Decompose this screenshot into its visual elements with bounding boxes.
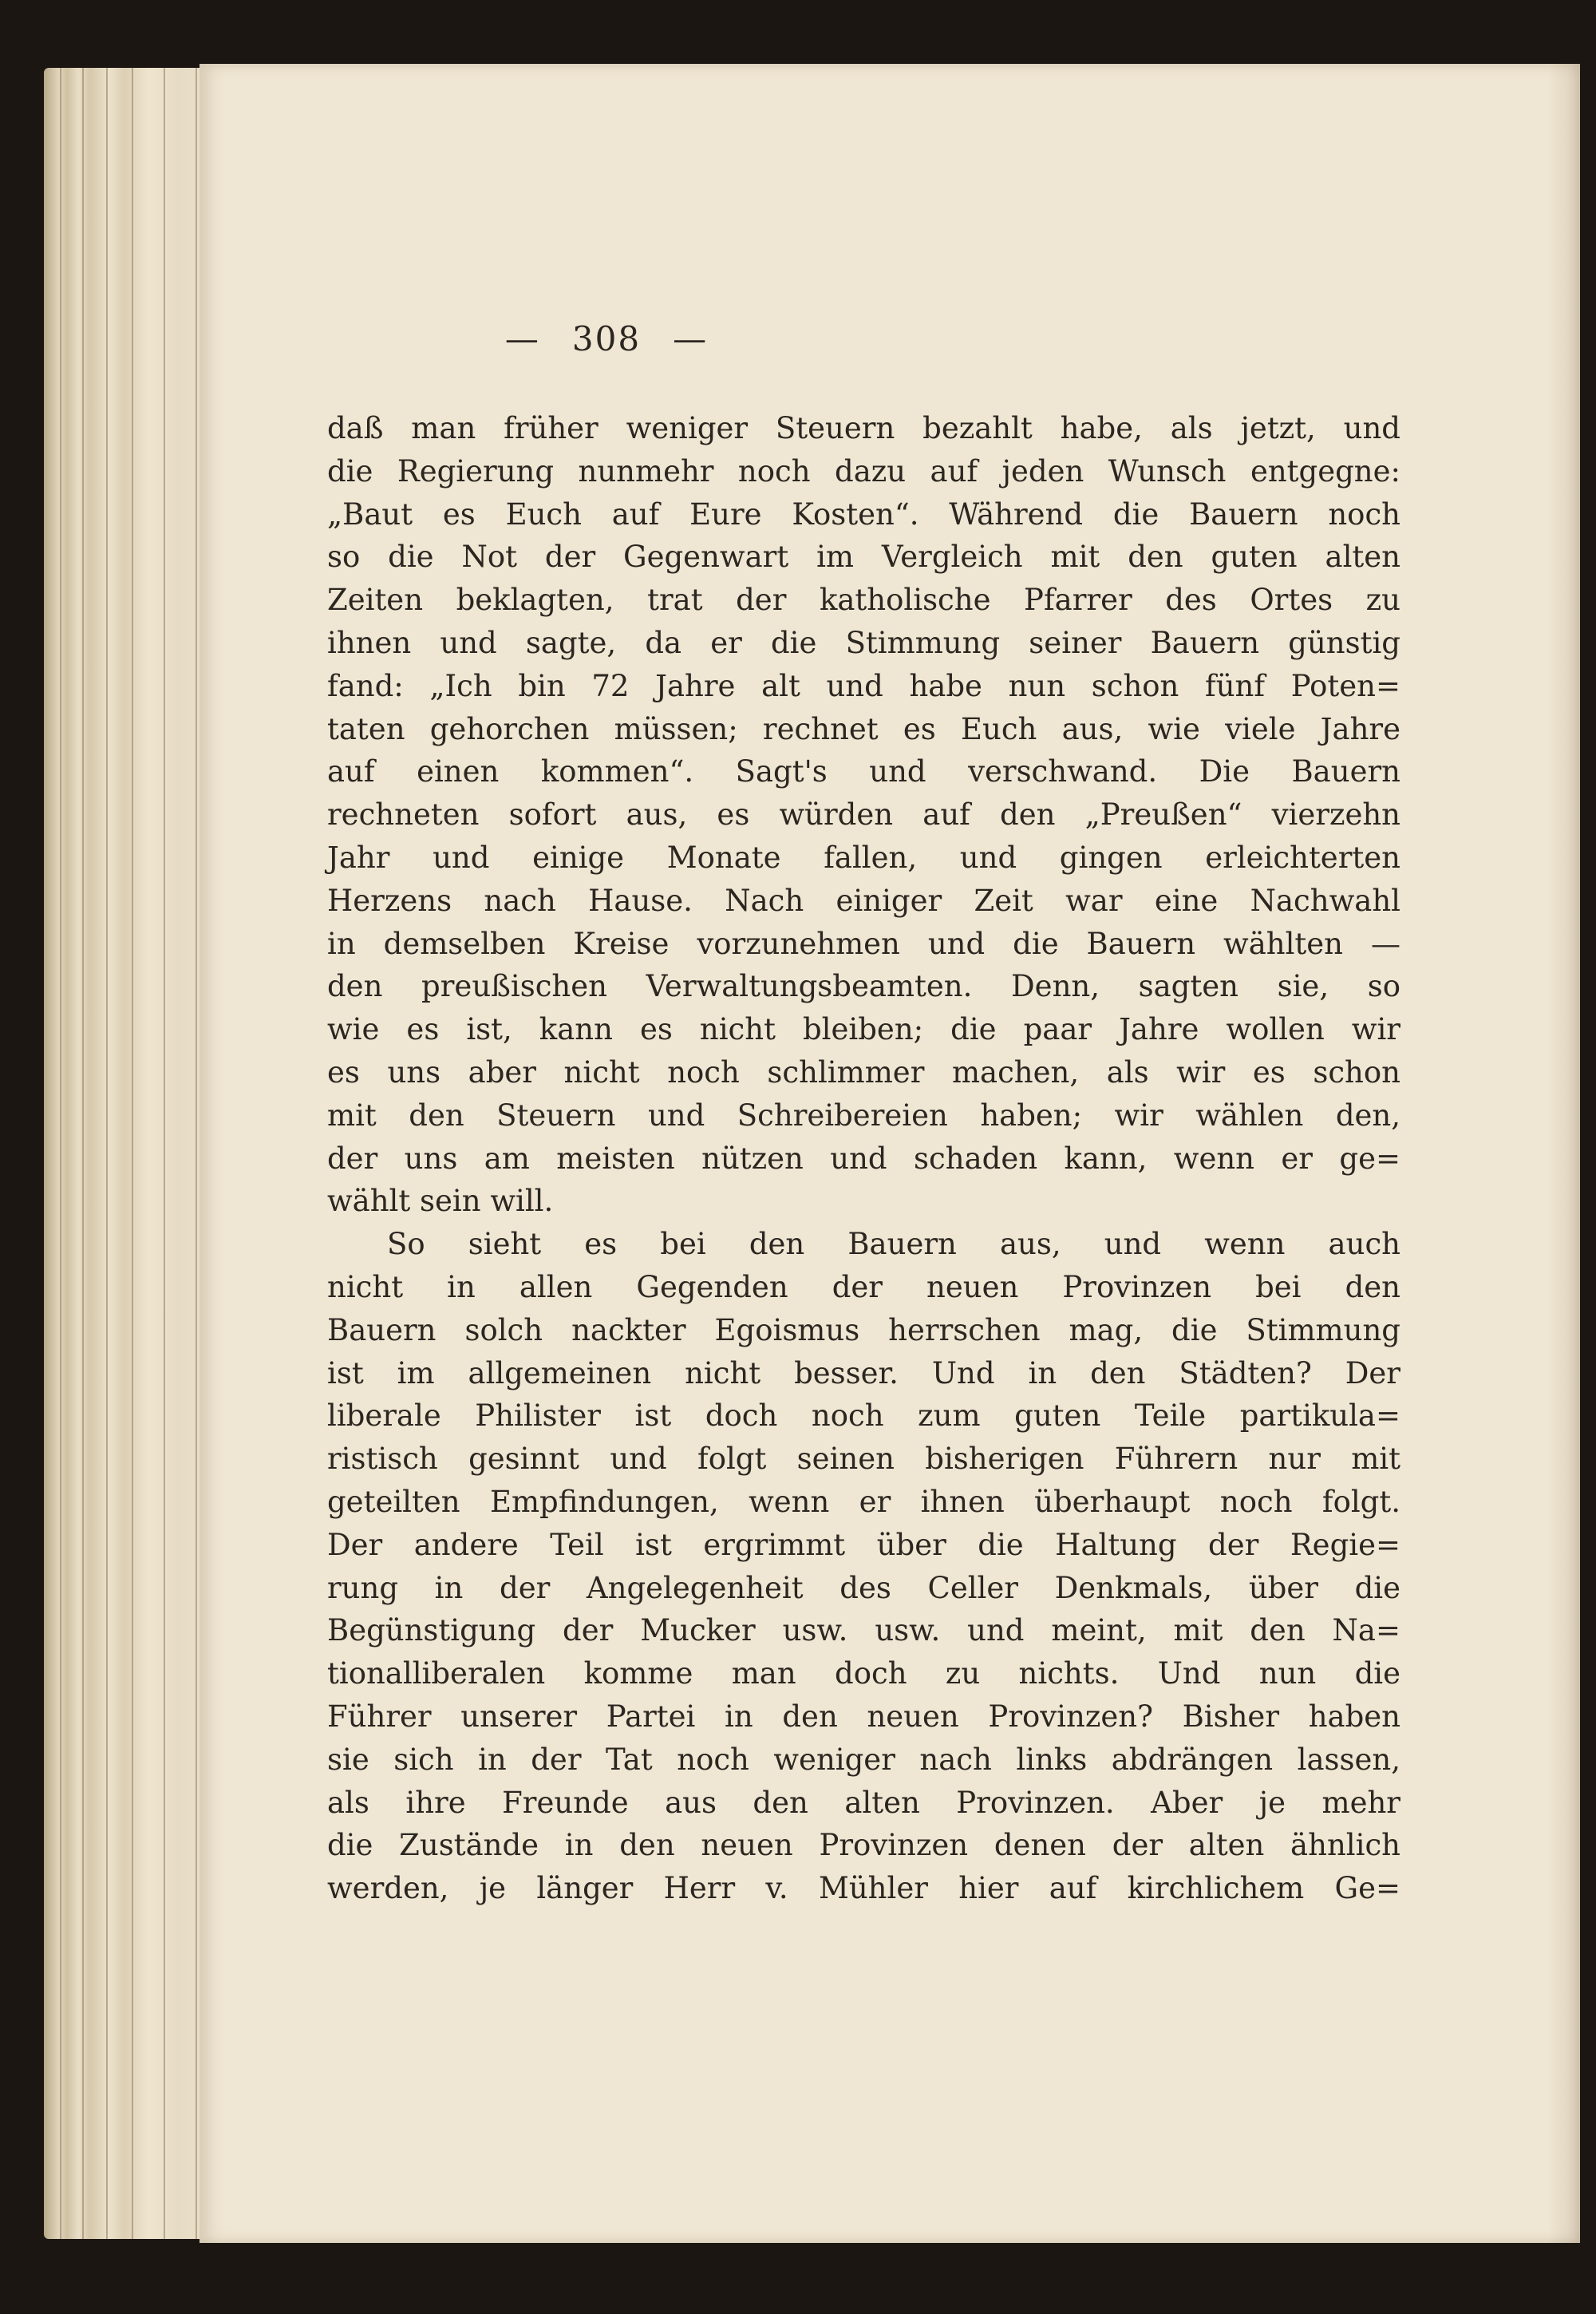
text-line: ihnen und sagte, da er die Stimmung seiner Bauern günstig [327,625,1400,660]
text-line: rung in der Angelegenheit des Celler Denkmals, über die [327,1570,1400,1605]
text-line: tionalliberalen komme man doch zu nichts. Und nun die [327,1656,1400,1691]
text-line: nicht in allen Gegenden der neuen Provinzen bei den [327,1269,1400,1304]
text-line: ist im allgemeinen nicht besser. Und in den Städten? Der [327,1355,1400,1390]
text-line: es uns aber nicht noch schlimmer machen, als wir es schon [327,1054,1400,1090]
page-number [0,319,1404,358]
text-line: Jahr und einige Monate fallen, und gingen erleichterten [327,840,1400,875]
text-line: sie sich in der Tat noch weniger nach links abdrängen lassen, [327,1742,1400,1777]
text-line: wie es ist, kann es nicht bleiben; die paar Jahre wollen wir [327,1012,1400,1047]
text-line: wählt sein will. [327,1184,554,1219]
text-line: rechneten sofort aus, es würden auf den „Preußen“ vierzehn [327,797,1400,833]
page-number-value: 308 [571,319,642,358]
text-line: Führer unserer Partei in den neuen Provinzen? Bisher haben [327,1699,1400,1734]
text-line: der uns am meisten nützen und schaden kann, wenn er ge= [327,1141,1400,1176]
text-line: werden, je länger Herr v. Mühler hier auf kirchlichem Ge= [327,1871,1400,1906]
text-line: Der andere Teil ist ergrimmt über die Haltung der Regie= [327,1527,1400,1562]
text-line: Herzens nach Hause. Nach einiger Zeit war eine Nachwahl [327,883,1400,918]
text-line: „Baut es Euch auf Eure Kosten“. Während die Bauern noch [327,496,1400,532]
text-line: den preußischen Verwaltungsbeamten. Denn, sagten sie, so [327,969,1400,1004]
text-line: mit den Steuern und Schreibereien haben; wir wählen den, [327,1098,1400,1133]
text-line: Bauern solch nackter Egoismus herrschen mag, die Stimmung [327,1312,1400,1347]
text-line: daß man früher weniger Steuern bezahlt habe, als jetzt, und [327,411,1400,445]
text-line: Begünstigung der Mucker usw. usw. und meint, mit den Na= [327,1613,1400,1648]
text-line: die Zustände in den neuen Provinzen denen der alten ähnlich [327,1828,1400,1863]
paragraph [327,1223,1400,1910]
page-number-dash-right: — [673,319,709,358]
text-line: Zeiten beklagten, trat der katholische Pfarrer des Ortes zu [327,583,1400,618]
text-line: fand: „Ich bin 72 Jahre alt und habe nun schon fünf Poten= [327,668,1400,703]
body-text [327,407,1400,1910]
page-number-dash-left: — [504,319,540,358]
text-line: So sieht es bei den Bauern aus, und wenn auch [387,1227,1400,1262]
text-line: auf einen kommen“. Sagt's und verschwand. Die Bauern [327,754,1400,789]
text-line: taten gehorchen müssen; rechnet es Euch aus, wie viele Jahre [327,711,1400,746]
text-line: ristisch gesinnt und folgt seinen bisherigen Führern nur mit [327,1442,1400,1477]
text-line: in demselben Kreise vorzunehmen und die Bauern wählten — [327,926,1400,961]
paragraph [327,407,1400,1223]
text-line: die Regierung nunmehr noch dazu auf jeden Wunsch entgegne: [327,453,1400,489]
page-gutter-shadow [1548,64,1580,2243]
text-line: so die Not der Gegenwart im Vergleich mit den guten alten [327,540,1400,575]
text-line: als ihre Freunde aus den alten Provinzen. Aber je mehr [327,1785,1400,1820]
text-line: geteilten Empfindungen, wenn er ihnen überhaupt noch folgt. [327,1484,1400,1519]
text-line: liberale Philister ist doch noch zum guten Teile partikula= [327,1398,1400,1434]
